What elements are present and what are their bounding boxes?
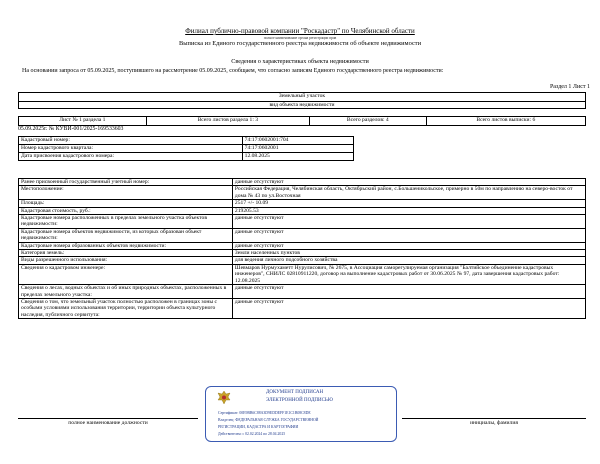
signature-subtitle: ЭЛЕКТРОННОЙ ПОДПИСЬЮ: [266, 398, 333, 403]
electronic-signature-stamp: [205, 386, 397, 442]
ids-label: Кадастровый номер:: [19, 137, 243, 145]
object-kind-table: [18, 92, 586, 109]
row-value: Российская Федерация, Челябинская область, Октябрьский район, с.Большеникольское, примерно в 50м по направлению на северо-восток от дома № 43 по ул.Восточная: [232, 186, 585, 200]
row-label: Кадастровые номера расположенных в пределах земельного участка объектов недвижимости:: [19, 215, 233, 229]
table-row: [19, 242, 586, 249]
row-label: Категория земель:: [19, 250, 233, 257]
sheet-label: Лист № 1 раздела 1: [19, 117, 147, 126]
table-row: [19, 153, 354, 161]
table-row: [19, 228, 586, 242]
row-value: данные отсутствуют: [232, 228, 585, 242]
signature-owner-cont: РЕГИСТРАЦИИ, КАДАСТРА И КАРТОГРАФИИ: [218, 425, 299, 429]
total-section-sheets: Всего листов раздела 1: 3: [146, 117, 309, 126]
table-row: [19, 264, 586, 284]
row-label: Кадастровые номера объектов недвижимости, из которых образован объект недвижимости:: [19, 228, 233, 242]
ids-label: Дата присвоения кадастрового номера:: [19, 153, 243, 161]
row-label: Площадь:: [19, 200, 233, 207]
row-label: Сведения о кадастровом инженере:: [19, 264, 233, 284]
object-kind: Земельный участок: [19, 93, 586, 102]
row-value: Шевмаров Нурмухаметт Нурулисович, № 2675, в Ассоциация саморегулируемая организация "Балтийское объединение кадастровых инженеров", СНИЛС 02810911220, договор на выполнение кадастровых работ от 30.06.2025 № 97, дата завершения кадастровых работ: 12.08.2025: [232, 264, 585, 284]
footer-position-caption: полное наименование должности: [18, 418, 198, 426]
ids-value: 74:17:0602001: [242, 145, 353, 153]
row-value: 219205.53: [232, 207, 585, 214]
ids-label: Номер кадастрового квартала:: [19, 145, 243, 153]
total-sections: Всего разделов: 4: [310, 117, 427, 126]
table-row: [19, 285, 586, 299]
row-value: данные отсутствуют: [232, 298, 585, 318]
signature-title: ДОКУМЕНТ ПОДПИСАН: [266, 390, 324, 395]
signature-owner: Владелец: ФЕДЕРАЛЬНАЯ СЛУЖБА ГОСУДАРСТВЕННОЙ: [218, 418, 319, 422]
extract-title: Выписка из Единого государственного реестра недвижимости об объекте недвижимости: [178, 40, 421, 47]
row-label: Сведения о том, что земельный участок полностью расположен в границах зоны с особыми условиями использования территории, территории объекта культурного наследия, публичного сервитута:: [19, 298, 233, 318]
signature-cert: Сертификат: 00E9BB6C88A3D9EDDEFF1E1C1B08C8DE: [218, 411, 311, 415]
row-value: данные отсутствуют: [232, 215, 585, 229]
organization-title: Филиал публично-правовой компании "Роскадастр" по Челябинской области: [185, 27, 415, 35]
row-label: Виды разрешенного использования:: [19, 257, 233, 264]
table-row: [19, 298, 586, 318]
row-label: Местоположение:: [19, 186, 233, 200]
table-row: [19, 145, 354, 153]
table-row: [19, 207, 586, 214]
footer-name-caption: инициалы, фамилия: [402, 418, 586, 426]
page-info: Раздел 1 Лист 1: [549, 84, 590, 90]
date-number: 05.09.2025г. № КУВИ-001/2025-169533603: [18, 126, 124, 132]
total-extract-sheets: Всего листов выписки: 6: [426, 117, 585, 126]
row-label: Сведения о лесах, водных объектах и об иных природных объектах, расположенных в пределах земельного участка:: [19, 285, 233, 299]
ids-table: [18, 136, 354, 161]
row-value: 2517 +/- 10.09: [232, 200, 585, 207]
row-value: Земли населенных пунктов: [232, 250, 585, 257]
basis-text: На основании запроса от 05.09.2025, поступившего на рассмотрение 05.09.2025, сообщаем, что согласно записям Единого государственного реестра недвижимости:: [22, 68, 444, 74]
ids-value: 12.08.2025: [242, 153, 353, 161]
row-label: Ранее присвоенный государственный учетный номер:: [19, 179, 233, 186]
organization-caption: полное наименование органа регистрации прав: [263, 36, 337, 40]
table-row: [19, 179, 586, 186]
table-row: [19, 215, 586, 229]
state-emblem-icon: [216, 390, 232, 405]
row-value: данные отсутствуют: [232, 179, 585, 186]
table-row: [19, 137, 354, 145]
table-row: [19, 186, 586, 200]
row-value: для ведения личного подсобного хозяйства: [232, 257, 585, 264]
object-kind-caption: вид объекта недвижимости: [19, 102, 586, 109]
signature-validity: Действителен: с 02.02.2024 по 28.04.2025: [218, 432, 286, 436]
characteristics-table: [18, 178, 586, 319]
row-value: данные отсутствуют: [232, 242, 585, 249]
table-row: [19, 257, 586, 264]
section-title: Сведения о характеристиках объекта недвижимости: [231, 58, 369, 65]
row-value: данные отсутствуют: [232, 285, 585, 299]
sheets-table: [18, 116, 586, 126]
row-label: Кадастровые номера образованных объектов недвижимости:: [19, 242, 233, 249]
ids-value: 74:17:0602001:704: [242, 137, 353, 145]
table-row: [19, 200, 586, 207]
table-row: [19, 250, 586, 257]
row-label: Кадастровая стоимость, руб.:: [19, 207, 233, 214]
